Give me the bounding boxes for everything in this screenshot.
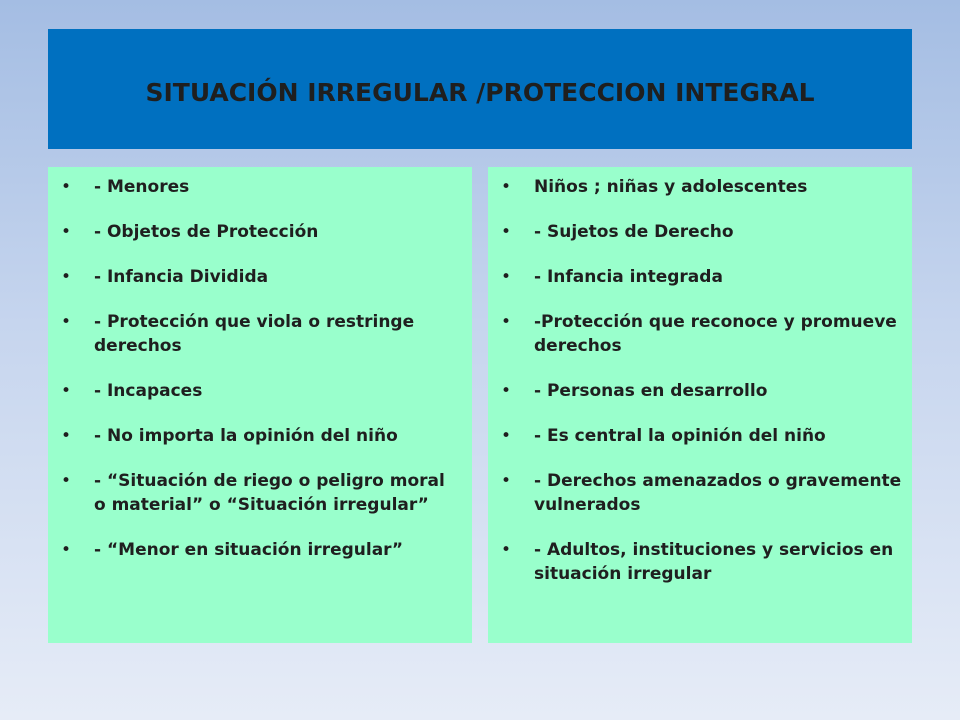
bullet-icon: • bbox=[500, 267, 512, 287]
right-panel bbox=[488, 167, 912, 643]
slide-title: SITUACIÓN IRREGULAR /PROTECCION INTEGRAL bbox=[145, 77, 815, 107]
bullet-icon: • bbox=[60, 426, 72, 446]
list-item-text: Niños ; niñas y adolescentes bbox=[534, 177, 808, 197]
list-item bbox=[500, 265, 902, 289]
list-item bbox=[60, 175, 462, 199]
bullet-icon: • bbox=[500, 471, 512, 491]
bullet-icon: • bbox=[500, 312, 512, 332]
list-item bbox=[500, 469, 902, 517]
list-item-text: - Menores bbox=[94, 177, 190, 197]
list-item-text: - Adultos, instituciones y servicios en situación irregular bbox=[534, 540, 894, 584]
list-item bbox=[60, 265, 462, 289]
list-item-text: - Es central la opinión del niño bbox=[534, 426, 826, 446]
list-item bbox=[500, 379, 902, 403]
list-item-text: - Sujetos de Derecho bbox=[534, 222, 734, 242]
right-list bbox=[500, 175, 902, 586]
bullet-icon: • bbox=[60, 312, 72, 332]
list-item-text: -Protección que reconoce y promueve derechos bbox=[534, 312, 897, 356]
bullet-icon: • bbox=[60, 267, 72, 287]
bullet-icon: • bbox=[60, 471, 72, 491]
list-item bbox=[500, 310, 902, 358]
list-item bbox=[500, 424, 902, 448]
list-item bbox=[60, 424, 462, 448]
list-item bbox=[60, 538, 462, 562]
list-item-text: - Infancia integrada bbox=[534, 267, 723, 287]
bullet-icon: • bbox=[60, 177, 72, 197]
left-panel bbox=[48, 167, 472, 643]
bullet-icon: • bbox=[60, 222, 72, 242]
bullet-icon: • bbox=[60, 540, 72, 560]
list-item-text: - Personas en desarrollo bbox=[534, 381, 768, 401]
bullet-icon: • bbox=[500, 381, 512, 401]
list-item-text: - Derechos amenazados o gravemente vulnerados bbox=[534, 471, 902, 515]
list-item-text: - Objetos de Protección bbox=[94, 222, 319, 242]
bullet-icon: • bbox=[60, 381, 72, 401]
title-banner bbox=[48, 29, 912, 149]
list-item-text: - Incapaces bbox=[94, 381, 203, 401]
list-item-text: - Infancia Dividida bbox=[94, 267, 269, 287]
bullet-icon: • bbox=[500, 540, 512, 560]
list-item bbox=[60, 379, 462, 403]
left-list bbox=[60, 175, 462, 562]
list-item-text: - No importa la opinión del niño bbox=[94, 426, 398, 446]
list-item-text: - “Menor en situación irregular” bbox=[94, 540, 404, 560]
bullet-icon: • bbox=[500, 177, 512, 197]
list-item bbox=[60, 220, 462, 244]
list-item bbox=[60, 469, 462, 517]
list-item-text: - “Situación de riego o peligro moral o material” o “Situación irregular” bbox=[94, 471, 445, 515]
bullet-icon: • bbox=[500, 222, 512, 242]
list-item bbox=[60, 310, 462, 358]
bullet-icon: • bbox=[500, 426, 512, 446]
list-item bbox=[500, 220, 902, 244]
list-item-text: - Protección que viola o restringe derechos bbox=[94, 312, 415, 356]
list-item bbox=[500, 175, 902, 199]
list-item bbox=[500, 538, 902, 586]
